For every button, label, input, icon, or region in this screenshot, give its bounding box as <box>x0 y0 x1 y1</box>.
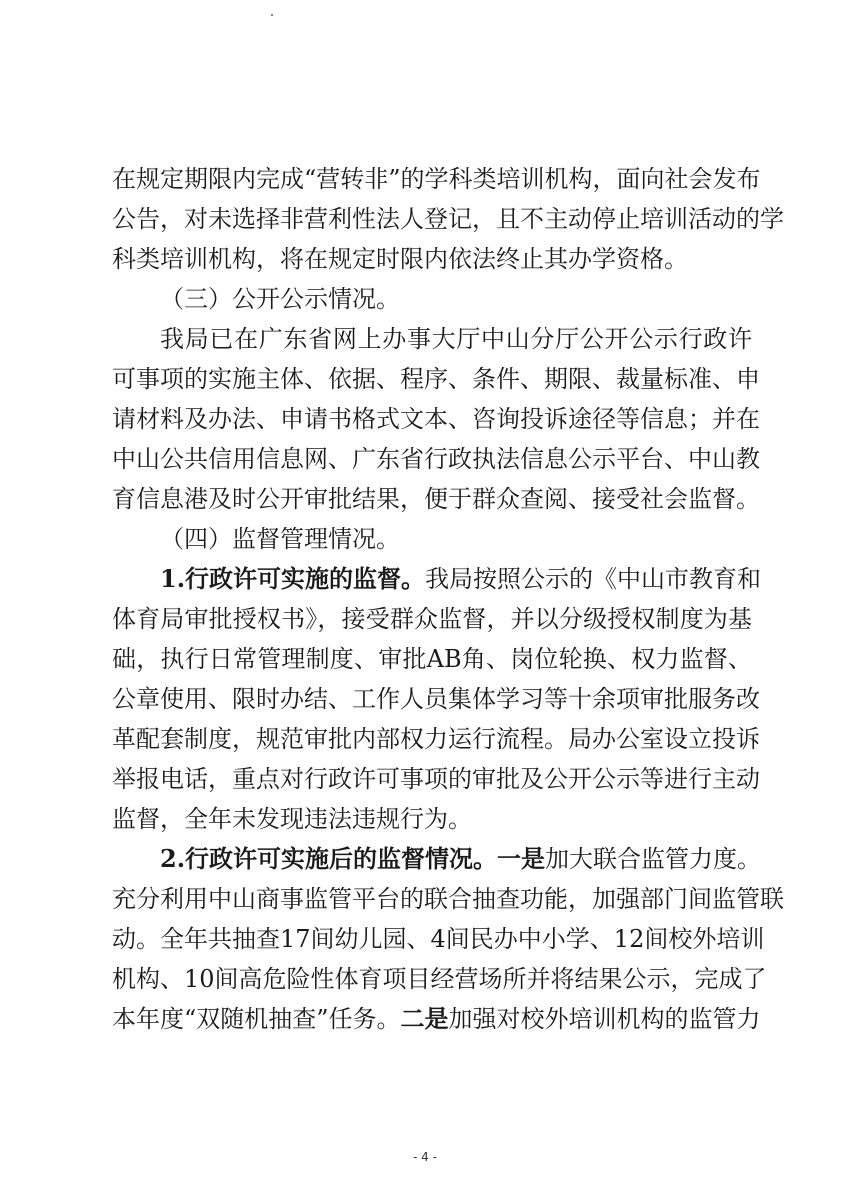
bold-lead: 1.行政许可实施的监督。 <box>160 564 426 593</box>
paragraph-line <box>112 204 784 234</box>
line-text: 本年度“双随机抽查”任务。 <box>112 1005 401 1033</box>
paragraph-line <box>112 604 752 634</box>
line-text: 加强对校外培训机构的监管力 <box>448 1005 761 1033</box>
scan-speck <box>271 14 273 16</box>
section-heading <box>160 524 752 554</box>
paragraph-line <box>112 164 761 194</box>
line-text: 加大联合监管力度。 <box>545 845 762 873</box>
line-text: 我局按照公示的《中山市教育和 <box>425 565 762 593</box>
bold-lead: 二是 <box>400 1004 449 1033</box>
section-heading <box>160 284 752 314</box>
line-text: 监督，全年未发现违法违规行为。 <box>112 805 472 833</box>
paragraph-line <box>112 644 752 674</box>
bold-lead: 2.行政许可实施后的监督情况。一是 <box>160 844 546 873</box>
paragraph-line <box>160 324 752 354</box>
paragraph-line <box>112 684 760 714</box>
paragraph-line <box>112 804 752 834</box>
line-text: 革配套制度，规范审批内部权力运行流程。局办公室设立投诉 <box>112 725 760 753</box>
line-text: 中山公共信用信息网、广东省行政执法信息公示平台、中山教 <box>112 445 760 473</box>
line-text: 机构、10间高危险性体育项目经营场所并将结果公示，完成了 <box>112 965 767 993</box>
line-text: 础，执行日常管理制度、审批AB角、岗位轮换、权力监督、 <box>112 645 752 673</box>
line-text: 我局已在广东省网上办事大厅中山分厅公开公示行政许 <box>160 325 752 353</box>
line-text: 体育局审批授权书》，接受群众监督，并以分级授权制度为基 <box>112 605 752 633</box>
paragraph-line <box>112 764 760 794</box>
line-text: 科类培训机构，将在规定时限内依法终止其办学资格。 <box>112 245 688 273</box>
page-number: - 4 - <box>413 1150 437 1164</box>
line-text: 育信息港及时公开审批结果，便于群众查阅、接受社会监督。 <box>112 485 760 513</box>
paragraph-line <box>112 724 760 754</box>
line-text: 充分利用中山商事监管平台的联合抽查功能，加强部门间监管联 <box>112 885 784 913</box>
line-text: 请材料及办法、申请书格式文本、咨询投诉途径等信息；并在 <box>112 405 760 433</box>
paragraph-line <box>112 404 760 434</box>
paragraph-line <box>160 564 762 594</box>
line-text: 在规定期限内完成“营转非”的学科类培训机构，面向社会发布 <box>112 165 761 193</box>
paragraph-line <box>112 1004 761 1034</box>
line-text: （四）监督管理情况。 <box>160 525 400 553</box>
paragraph-line <box>112 444 760 474</box>
line-text: （三）公开公示情况。 <box>160 285 400 313</box>
paragraph-line <box>160 844 762 874</box>
line-text: 动。全年共抽查17间幼儿园、4间民办中小学、12间校外培训 <box>112 925 765 953</box>
paragraph-line <box>112 924 765 954</box>
paragraph-line <box>112 484 760 514</box>
line-text: 公告，对未选择非营利性法人登记，且不主动停止培训活动的学 <box>112 205 784 233</box>
line-text: 公章使用、限时办结、工作人员集体学习等十余项审批服务改 <box>112 685 760 713</box>
paragraph-line <box>112 964 767 994</box>
line-text: 举报电话，重点对行政许可事项的审批及公开公示等进行主动 <box>112 765 760 793</box>
line-text: 可事项的实施主体、依据、程序、条件、期限、裁量标准、申 <box>112 365 760 393</box>
paragraph-line <box>112 244 752 274</box>
paragraph-line <box>112 884 784 914</box>
paragraph-line <box>112 364 760 394</box>
